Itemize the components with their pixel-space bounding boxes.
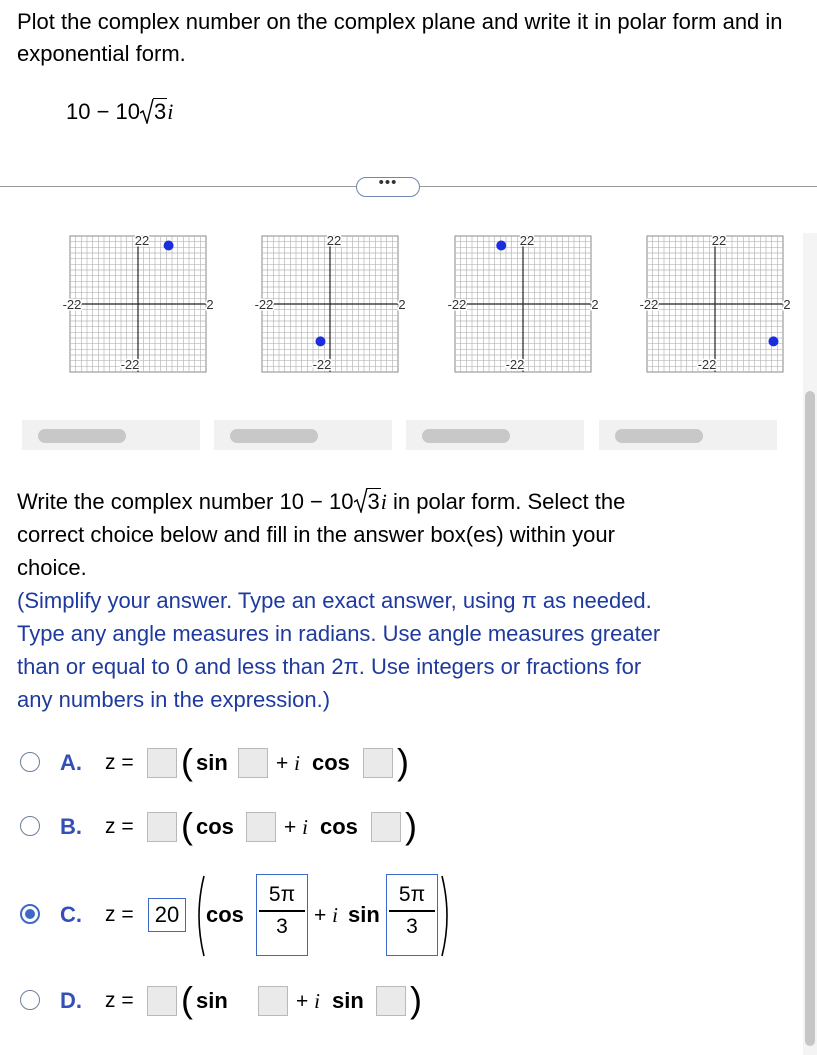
answer-box-magnitude[interactable] <box>147 986 177 1016</box>
plotted-point <box>315 336 325 346</box>
imag-max-label: 22 <box>134 233 150 248</box>
real-max-label: 2 <box>206 297 214 312</box>
answer-box-magnitude[interactable] <box>147 812 177 842</box>
real-min-label: -22 <box>62 297 82 312</box>
answer-box-magnitude[interactable]: 20 <box>148 898 186 932</box>
answer-box-angle-2[interactable] <box>363 748 393 778</box>
imag-min-label: -22 <box>697 357 717 372</box>
scrollbar-thumb[interactable] <box>805 391 815 1046</box>
answer-box-angle-2[interactable]: 5π 3 <box>386 874 438 956</box>
imag-min-label: -22 <box>120 357 140 372</box>
right-paren <box>440 874 454 958</box>
instructions: (Simplify your answer. Type an exact answer, using π as needed. <box>17 588 652 613</box>
select-pill <box>422 429 510 443</box>
answer-box-magnitude[interactable] <box>147 748 177 778</box>
real-max-label: 2 <box>398 297 406 312</box>
select-pill <box>615 429 703 443</box>
graph-choice-3[interactable] <box>440 230 600 390</box>
expression-prefix: 10 − 10 <box>66 99 141 124</box>
polar-form-prompt: Write the complex number 10 − 10 3i in polar form. Select the correct choice below and fill in the answer box(es) within your choice. (Simplify your answer. Type an exact answer, using π as needed. Type any angle measures in radians. Use angle measures greater than or equal to 0 and less than 2π. Use integers or fractions for any numbers in the expression.) <box>17 485 797 716</box>
imag-max-label: 22 <box>326 233 342 248</box>
answer-box-angle-1[interactable] <box>246 812 276 842</box>
plotted-point <box>496 241 506 251</box>
graph-choice-4[interactable] <box>632 230 792 390</box>
radio-option-a[interactable] <box>20 752 40 772</box>
answer-box-angle-1[interactable]: 5π 3 <box>256 874 308 956</box>
answer-box-angle-2[interactable] <box>371 812 401 842</box>
imag-max-label: 22 <box>519 233 535 248</box>
complex-expression <box>66 96 173 128</box>
question-prompt: Plot the complex number on the complex plane and write it in polar form and in exponential form. <box>17 9 783 66</box>
plotted-point <box>164 241 174 251</box>
graph-select-button-3[interactable] <box>406 420 584 450</box>
option-a[interactable]: A. z = ( sin + i cos ) <box>20 744 460 784</box>
imag-max-label: 22 <box>711 233 727 248</box>
real-max-label: 2 <box>591 297 599 312</box>
real-max-label: 2 <box>783 297 791 312</box>
plotted-point <box>768 336 778 346</box>
select-pill <box>230 429 318 443</box>
option-d[interactable]: D. z = ( sin + i sin ) <box>20 980 460 1020</box>
real-min-label: -22 <box>254 297 274 312</box>
option-c[interactable]: C. z = 20 cos 5π 3 + i sin 5π 3 <box>20 868 480 964</box>
radio-option-b[interactable] <box>20 816 40 836</box>
graph-select-button-1[interactable] <box>22 420 200 450</box>
imag-min-label: -22 <box>312 357 332 372</box>
radio-option-c[interactable] <box>20 904 40 924</box>
answer-box-angle-2[interactable] <box>376 986 406 1016</box>
answer-box-angle-1[interactable] <box>238 748 268 778</box>
sqrt-symbol: 3 <box>140 96 167 128</box>
real-min-label: -22 <box>639 297 659 312</box>
graph-select-button-2[interactable] <box>214 420 392 450</box>
answer-box-angle-1[interactable] <box>258 986 288 1016</box>
left-paren <box>192 874 206 958</box>
sqrt-symbol: 3 <box>354 485 381 518</box>
real-min-label: -22 <box>447 297 467 312</box>
graph-select-button-4[interactable] <box>599 420 777 450</box>
graph-choice-1[interactable] <box>55 230 215 390</box>
select-pill <box>38 429 126 443</box>
imag-unit: i <box>167 99 174 124</box>
more-button[interactable]: ••• <box>356 177 420 197</box>
graph-choice-2[interactable] <box>247 230 407 390</box>
radio-option-d[interactable] <box>20 990 40 1010</box>
imag-min-label: -22 <box>505 357 525 372</box>
option-b[interactable]: B. z = ( cos + i cos ) <box>20 806 460 846</box>
